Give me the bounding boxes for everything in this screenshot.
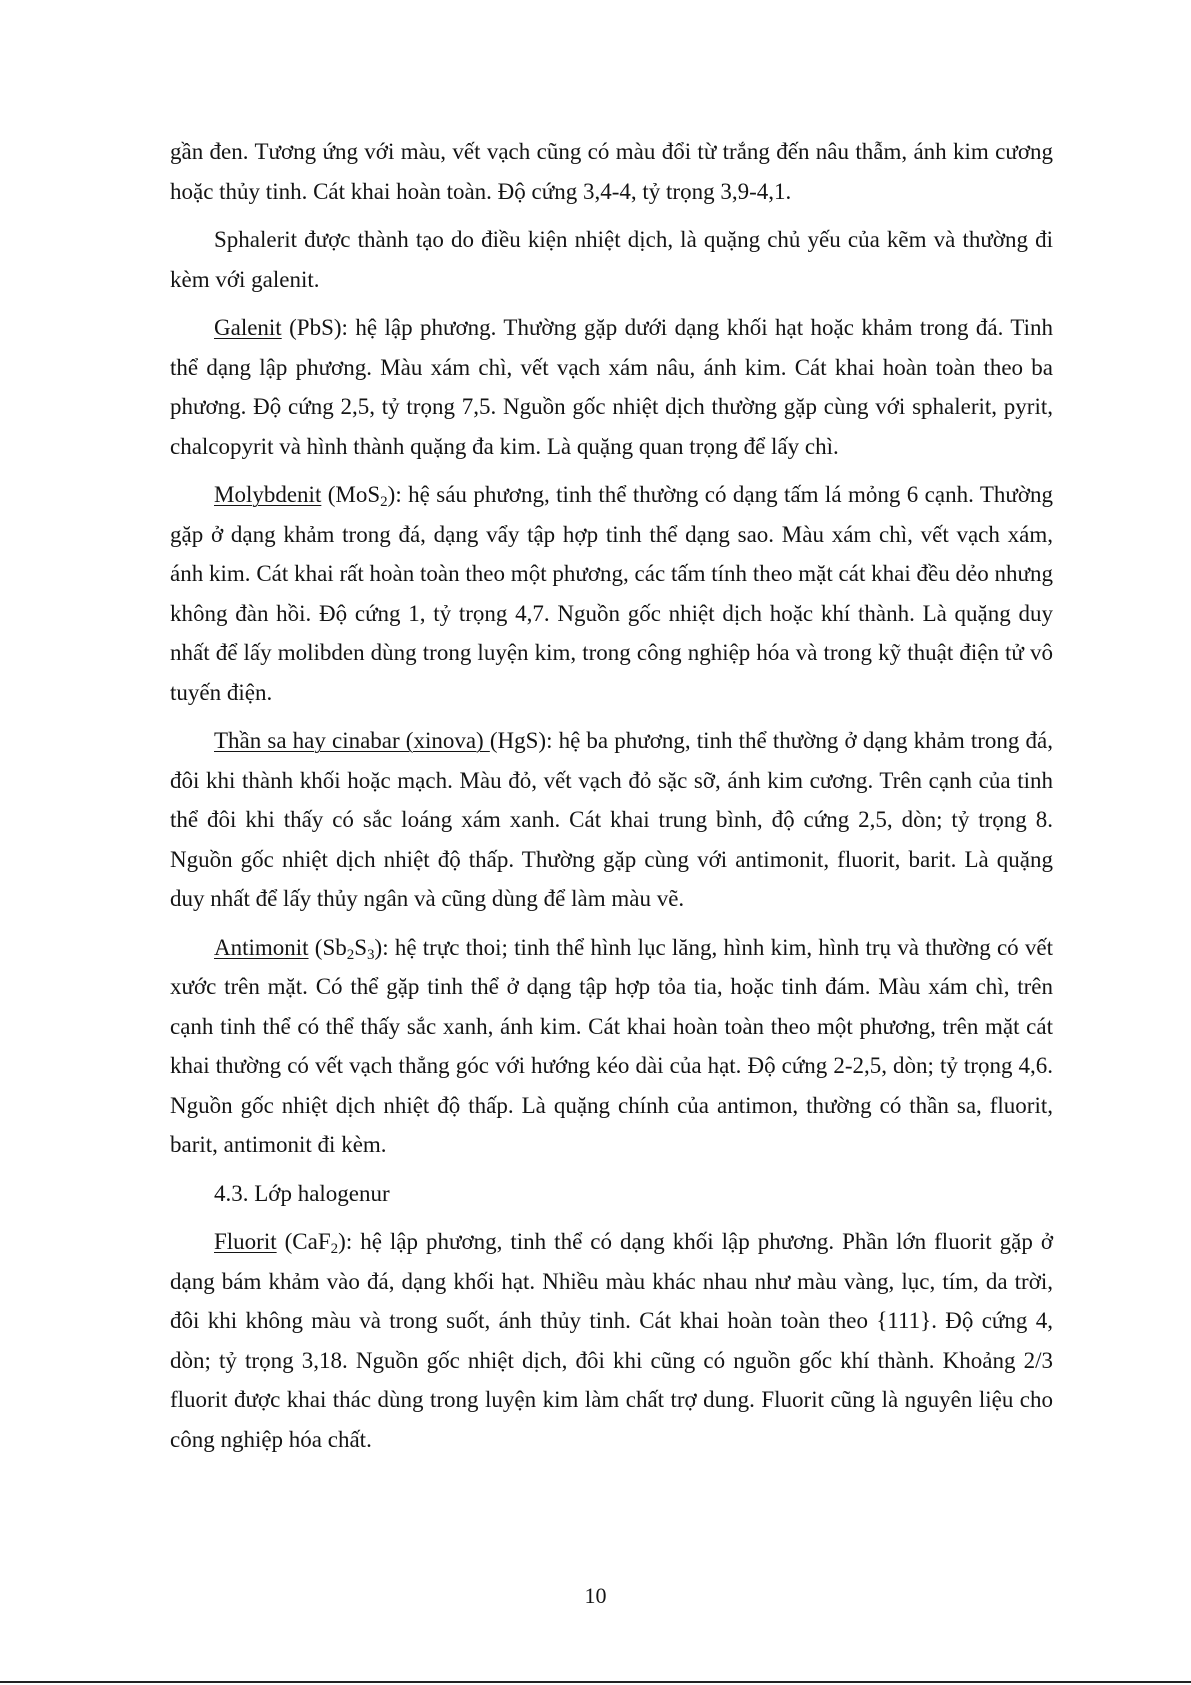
paragraph-fluorite (170, 1222, 1053, 1459)
page-number: 10 (584, 1583, 607, 1608)
paragraph-text: : hệ lập phương, tinh thể có dạng khối lập phương. Phần lớn fluorit gặp ở dạng bám khảm vào đá, dạng khối hạt. Nhiều màu khác nhau như màu vàng, lục, tím, da trời, đôi khi không màu và trong suốt, ánh thủy tinh. Cát khai hoàn toàn theo {111}. Độ cứng 4, dòn; tỷ trọng 3,18. Nguồn gốc nhiệt dịch, đôi khi cũng có nguồn gốc khí thành. Khoảng 2/3 fluorit được khai thác dùng trong luyện kim làm chất trợ dung. Fluorit cũng là nguyên liệu cho công nghiệp hóa chất. (170, 1229, 1054, 1452)
paragraph-molybdenite (170, 475, 1053, 712)
formula-subscript: 3 (367, 946, 375, 963)
mineral-name-galenite: Galenit (214, 315, 282, 340)
formula-part: (CaF (276, 1229, 331, 1254)
bottom-divider (0, 1681, 1191, 1683)
paragraph-text: : hệ ba phương, tinh thể thường ở dạng khảm trong đá, đôi khi thành khối hoặc mạch. Màu đỏ, vết vạch đỏ sặc sỡ, ánh kim cương. Trên cạnh của tinh thể đôi khi thấy có sắc loáng xám xanh. Cát khai trung bình, độ cứng 2,5, dòn; tỷ trọng 8. Nguồn gốc nhiệt dịch nhiệt độ thấp. Thường gặp cùng với antimonit, fluorit, barit. Là quặng duy nhất để lấy thủy ngân và cũng dùng để làm màu vẽ. (170, 728, 1054, 911)
formula-part: ) (387, 482, 396, 507)
paragraph-text: : hệ lập phương. Thường gặp dưới dạng khối hạt hoặc khảm trong đá. Tinh thể dạng lập phương. Màu xám chì, vết vạch xám nâu, ánh kim. Cát khai hoàn toàn theo ba phương. Độ cứng 2,5, tỷ trọng 7,5. Nguồn gốc nhiệt dịch thường gặp cùng với sphalerit, pyrit, chalcopyrit và hình thành quặng đa kim. Là quặng quan trọng để lấy chì. (170, 315, 1053, 459)
mineral-name-antimonite: Antimonit (214, 934, 309, 960)
formula-part: ) (338, 1229, 346, 1254)
formula-part: (MoS (321, 482, 381, 507)
formula-subscript: 2 (330, 1241, 339, 1257)
mineral-name-fluorite: Fluorit (214, 1229, 277, 1254)
paragraph-sphalerite-origin (170, 220, 1053, 299)
chemical-formula: (HgS) (489, 728, 547, 753)
chemical-formula: (PbS) (281, 315, 342, 340)
document-body (170, 132, 1053, 1468)
paragraph-text: : hệ trực thoi; tinh thể hình lục lăng, hình kim, hình trụ và thường có vết xước trên mặt. Có thể gặp tinh thể ở dạng tập hợp tỏa tia, hoặc tinh đám. Màu xám chì, trên cạnh tinh thể có thể thấy sắc xanh, ánh kim. Cát khai hoàn toàn theo một phương, trên mặt cát khai thường có vết vạch thẳng góc với hướng kéo dài của hạt. Độ cứng 2-2,5, dòn; tỷ trọng 4,6. Nguồn gốc nhiệt dịch nhiệt độ thấp. Là quặng chính của antimon, thường có thần sa, fluorit, barit, antimonit đi kèm. (170, 934, 1053, 1157)
paragraph-text: gần đen. Tương ứng với màu, vết vạch cũng có màu đổi từ trắng đến nâu thẫm, ánh kim cương hoặc thủy tinh. Cát khai hoàn toàn. Độ cứng 3,4-4, tỷ trọng 3,9-4,1. (170, 139, 1053, 204)
formula-part: S (354, 934, 368, 960)
formula-subscript: 2 (380, 494, 388, 510)
paragraph-galenite (170, 308, 1053, 466)
chemical-formula (308, 934, 383, 963)
paragraph-sphalerite-properties (170, 132, 1053, 211)
chemical-formula (321, 482, 396, 510)
mineral-name-cinnabar: Thần sa hay cinabar (xinova) (214, 728, 490, 753)
paragraph-text: : hệ sáu phương, tinh thể thường có dạng tấm lá mỏng 6 cạnh. Thường gặp ở dạng khảm trong đá, dạng vẩy tập hợp tinh thể dạng sao. Màu xám chì, vết vạch xám, ánh kim. Cát khai rất hoàn toàn theo một phương, các tấm tính theo mặt cát khai đều dẻo nhưng không đàn hồi. Độ cứng 1, tỷ trọng 4,7. Nguồn gốc nhiệt dịch hoặc khí thành. Là quặng duy nhất để lấy molibden dùng trong luyện kim, trong công nghiệp hóa và trong kỹ thuật điện tử vô tuyến điện. (170, 482, 1054, 705)
paragraph-cinnabar (170, 721, 1053, 919)
paragraph-antimonite (170, 928, 1053, 1165)
chemical-formula (276, 1229, 346, 1257)
formula-part: ) (374, 934, 383, 960)
section-heading: 4.3. Lớp halogenur (214, 1180, 390, 1206)
formula-part: (Sb (308, 934, 347, 960)
mineral-name-molybdenite: Molybdenit (214, 482, 322, 507)
paragraph-text: Sphalerit được thành tạo do điều kiện nhiệt dịch, là quặng chủ yếu của kẽm và thường đi kèm với galenit. (170, 227, 1053, 292)
formula-subscript: 2 (346, 946, 355, 963)
